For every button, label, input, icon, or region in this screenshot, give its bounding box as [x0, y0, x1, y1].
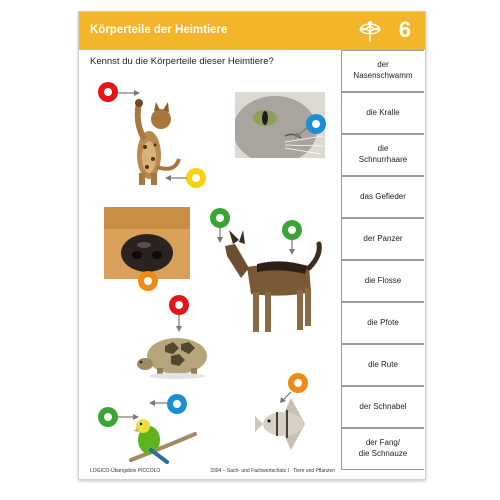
arrow-icon — [293, 124, 309, 140]
arrow-icon — [287, 239, 297, 255]
arrow-icon — [117, 412, 139, 422]
dragonfly-icon — [357, 18, 383, 44]
arrow-icon — [165, 173, 187, 183]
dog-nose-image — [104, 207, 190, 279]
answer-card[interactable]: der Fang/ die Schnauze — [341, 428, 424, 470]
answer-card[interactable]: der Panzer — [341, 218, 424, 260]
marker-yellow — [186, 168, 206, 188]
answer-card[interactable]: die Rute — [341, 344, 424, 386]
exercise-number: 6 — [398, 17, 411, 42]
footer-right: 3304 – Sach- und Fachwortschatz I · Tiere und Pflanzen — [210, 468, 335, 474]
marker-blue — [306, 114, 326, 134]
arrow-icon — [149, 398, 169, 408]
exercise-card — [78, 11, 426, 480]
answer-card[interactable]: die Flosse — [341, 260, 424, 302]
dog-image — [217, 222, 327, 337]
marker-green — [282, 220, 302, 240]
answer-card[interactable]: der Schnabel — [341, 386, 424, 428]
marker-green — [98, 407, 118, 427]
page-title: Körperteile der Heimtiere — [90, 24, 228, 36]
answer-card[interactable]: das Gefieder — [341, 176, 424, 218]
marker-red — [169, 295, 189, 315]
answer-card[interactable]: die Kralle — [341, 92, 424, 134]
tortoise-image — [137, 330, 217, 382]
header-bar — [79, 12, 425, 50]
marker-green — [210, 208, 230, 228]
question-text: Kennst du die Körperteile dieser Heimtiere? — [90, 56, 274, 67]
arrow-icon — [174, 314, 184, 332]
answer-card[interactable]: die Pfote — [341, 302, 424, 344]
answer-card[interactable]: der Nasenschwamm — [341, 50, 424, 92]
footer-left: LOGICO-Übungsbox PICCOLO — [90, 468, 161, 474]
arrow-icon — [118, 88, 140, 98]
arrow-icon — [279, 390, 293, 404]
marker-orange — [138, 271, 158, 291]
marker-red — [98, 82, 118, 102]
marker-blue — [167, 394, 187, 414]
arrow-icon — [215, 227, 225, 243]
answer-card[interactable]: die Schnurrhaare — [341, 134, 424, 176]
